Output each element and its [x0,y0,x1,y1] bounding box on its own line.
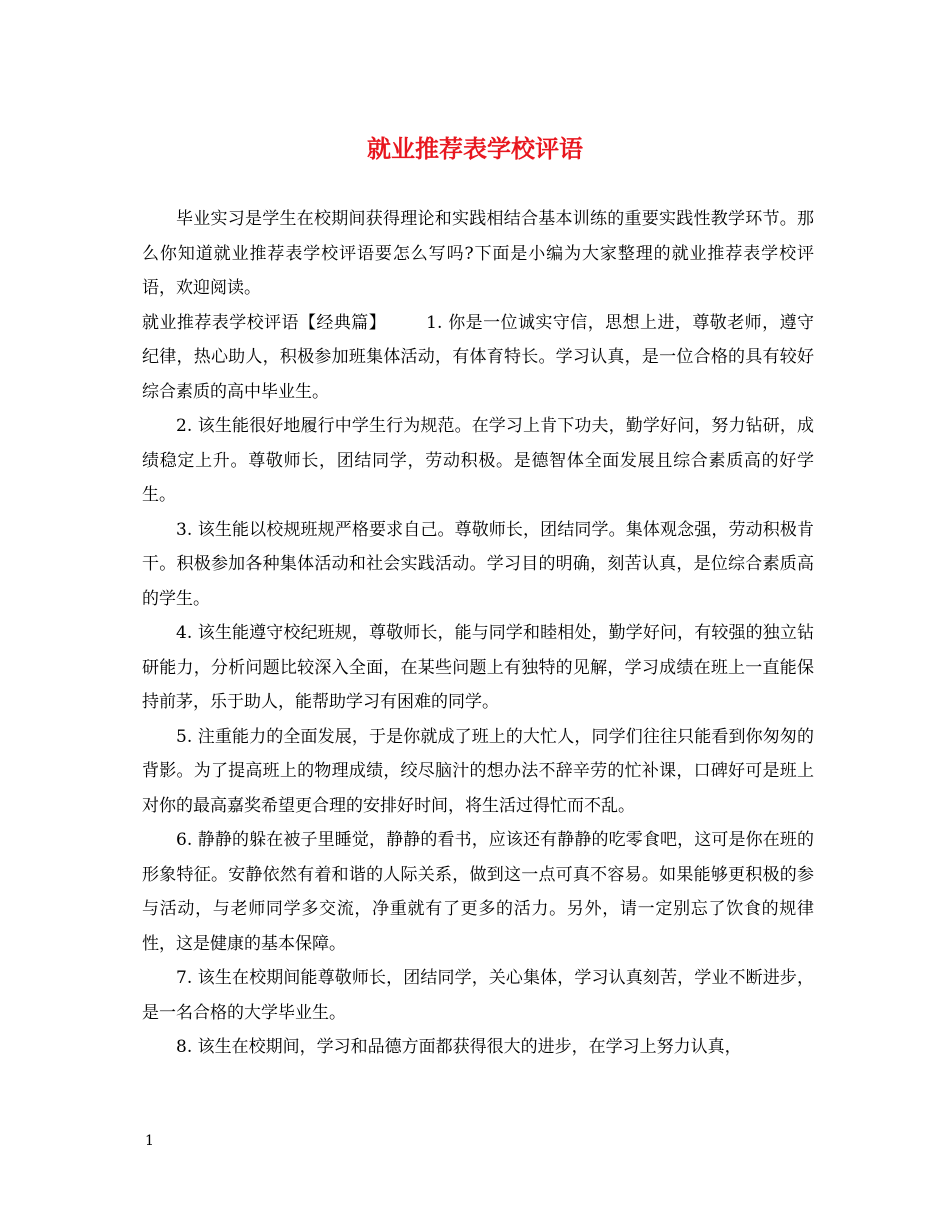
intro-paragraph: 毕业实习是学生在校期间获得理论和实践相结合基本训练的重要实践性教学环节。那么你知道就业推荐表学校评语要怎么写吗?下面是小编为大家整理的就业推荐表学校评语，欢迎阅读。 [142,209,814,298]
list-item: 3. 该生能以校规班规严格要求自己。尊敬师长，团结同学。集体观念强，劳动积极肯干。积极参加各种集体活动和社会实践活动。学习目的明确，刻苦认真，是位综合素质高的学生。 [142,519,814,609]
list-item: 7. 该生在校期间能尊敬师长，团结同学，关心集体，学习认真刻苦，学业不断进步，是一名合格的大学毕业生。 [142,968,814,1023]
document-title: 就业推荐表学校评语 [367,134,583,163]
list-item: 5. 注重能力的全面发展，于是你就成了班上的大忙人，同学们往往只能看到你匆匆的背影。为了提高班上的物理成绩，绞尽脑汁的想办法不辞辛劳的忙补课，口碑好可是班上对你的最高嘉奖希望更合理的安排好时间，将生活过得忙而不乱。 [142,726,814,816]
list-item: 6. 静静的躲在被子里睡觉，静静的看书，应该还有静静的吃零食吧，这可是你在班的形象特征。安静依然有着和谐的人际关系，做到这一点可真不容易。如果能够更积极的参与活动，与老师同学多交流，净重就有了更多的活力。另外，请一定别忘了饮食的规律性，这是健康的基本保障。 [142,830,814,954]
section-paragraph [142,306,814,410]
page-number: 1 [145,1133,154,1149]
document-body [142,202,814,1065]
section-heading: 就业推荐表学校评语【经典篇】 [142,312,387,333]
list-item: 4. 该生能遵守校纪班规，尊敬师长，能与同学和睦相处，勤学好问，有较强的独立钻研能力，分析问题比较深入全面，在某些问题上有独特的见解，学习成绩在班上一直能保持前茅，乐于助人，能帮助学习有困难的同学。 [142,623,814,712]
list-item: 2. 该生能很好地履行中学生行为规范。在学习上肯下功夫，勤学好问，努力钻研，成绩稳定上升。尊敬师长，团结同学，劳动积极。是德智体全面发展且综合素质高的好学生。 [142,416,814,505]
list-item: 8. 该生在校期间，学习和品德方面都获得很大的进步，在学习上努力认真， [176,1037,742,1057]
list-item: 1. 你是一位诚实守信，思想上进，尊敬老师，遵守纪律，热心助人，积极参加班集体活动，有体育特长。学习认真，是一位合格的具有较好综合素质的高中毕业生。 [142,312,815,402]
